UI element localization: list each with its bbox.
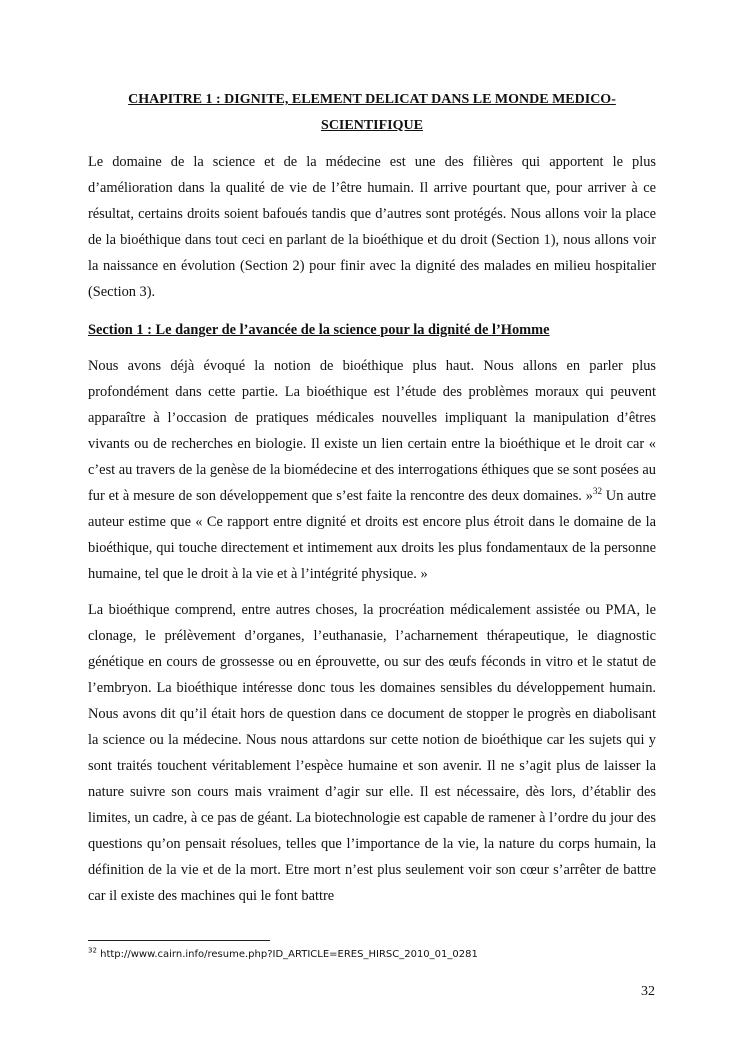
footnote bbox=[88, 947, 478, 963]
footnote-number: 32 bbox=[88, 946, 97, 955]
footnote-separator bbox=[88, 940, 270, 941]
section-paragraph-2: La bioéthique comprend, entre autres choses, la procréation médicalement assistée ou PMA, le clonage, le prélèvement d’organes, l’euthanasie, l’acharnement thérapeutique, le diagnostic génétique en cours de grossesse ou en éprouvette, ou sur des œufs féconds in vitro et le statut de l’embryon. La bioéthique intéresse donc tous les domaines sensibles du développement humain. Nous avons dit qu’il était hors de question dans ce document de stopper le progrès en diabolisant la science ou la médecine. Nous nous attardons sur cette notion de bioéthique car les sujets qui y sont traités touchent véritablement l’espèce humaine et son avenir. Il ne s’agit plus de laisser la nature suivre son cours mais vraiment d’agir sur elle. Il est nécessaire, dès lors, d’établir des limites, un cadre, à ce pas de géant. La biotechnologie est capable de ramener à l’ordre du jour des questions qu’on pensait résolues, telles que l’importance de la vie, la nature du corps humain, la définition de la vie et de la mort. Etre mort n’est plus seulement voir son cœur s’arrêter de battre car il existe des machines qui le font battre bbox=[88, 602, 656, 904]
paragraph-1-text: Nous avons déjà évoqué la notion de bioéthique plus haut. Nous allons en parler plus profondément dans cette partie. La bioéthique est l’étude des problèmes moraux qui peuvent apparaître à l’occasion de pratiques médicales nouvelles impliquant la manipulation d’êtres vivants ou de recherches en biologie. Il existe un lien certain entre la bioéthique et le droit car « c’est au travers de la genèse de la biomédecine et des interrogations éthiques que se sont posées au fur et à mesure de son développement que s’est faite la rencontre des deux domaines. » bbox=[88, 358, 656, 504]
page-number: 32 bbox=[641, 984, 655, 999]
footnote-link[interactable]: http://www.cairn.info/resume.php?ID_ARTICLE=ERES_HIRSC_2010_01_0281 bbox=[96, 949, 478, 960]
chapter-title-line-2: SCIENTIFIQUE bbox=[321, 118, 423, 133]
section-heading: Section 1 : Le danger de l’avancée de la science pour la dignité de l’Homme bbox=[88, 322, 550, 338]
chapter-title bbox=[88, 87, 656, 139]
paragraph-1-continuation: Un autre auteur estime que « Ce rapport entre dignité et droits est encore plus étroit dans le domaine de la bioéthique, qui touche directement et intimement aux droits les plus fondamentaux de la personne humaine, tel que le droit à la vie et à l’intégrité physique. » bbox=[88, 488, 657, 582]
intro-paragraph: Le domaine de la science et de la médecine est une des filières qui apportent le plus d’amélioration dans la qualité de vie de l’être humain. Il arrive pourtant que, pour arriver à ce résultat, certains droits soient bafoués tandis que d’autres sont protégés. Nous allons voir la place de la bioéthique dans tout ceci en parlant de la bioéthique et du droit (Section 1), nous allons voir la naissance en évolution (Section 2) pour finir avec la dignité des malades en milieu hospitalier (Section 3). bbox=[88, 154, 656, 300]
footnote-reference[interactable]: 32 bbox=[592, 486, 602, 497]
chapter-title-line-1: CHAPITRE 1 : DIGNITE, ELEMENT DELICAT DANS LE MONDE MEDICO- bbox=[128, 92, 616, 107]
section-paragraph-1 bbox=[88, 353, 656, 587]
